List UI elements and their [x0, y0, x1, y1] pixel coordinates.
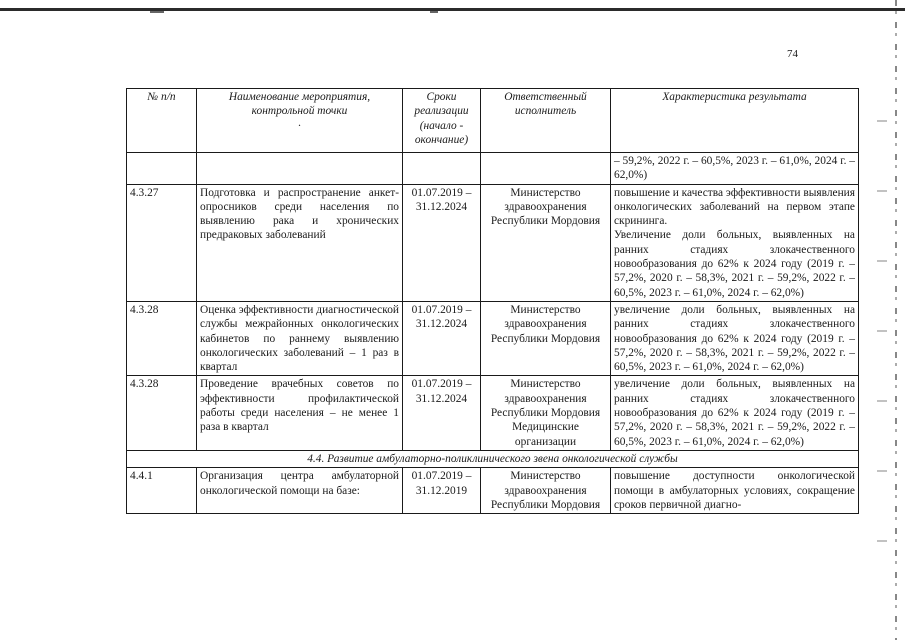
cell-empty [403, 153, 481, 185]
table-row [127, 468, 859, 514]
cell-empty [197, 153, 403, 185]
scan-right-border [895, 0, 897, 640]
header-responsible: Ответственный исполнитель [481, 89, 611, 153]
cell-dates: 01.07.2019 – 31.12.2024 [403, 184, 481, 301]
cell-empty [481, 153, 611, 185]
scan-top-border [0, 8, 905, 11]
table-row [127, 184, 859, 301]
cell-num: 4.3.27 [127, 184, 197, 301]
header-name-mark: · [297, 119, 302, 132]
cell-dates: 01.07.2019 – 31.12.2019 [403, 468, 481, 514]
cell-result [611, 184, 859, 301]
table-row [127, 376, 859, 450]
cell-name: Проведение врачебных советов по эффективности профилактической работы среди населения – не менее 1 раза в квартал [197, 376, 403, 450]
header-name-text: Наименование мероприятия, контрольной точки [228, 91, 371, 118]
cell-num: 4.3.28 [127, 376, 197, 450]
cell-dates: 01.07.2019 – 31.12.2024 [403, 301, 481, 375]
scan-right-noise [877, 90, 887, 610]
cell-name: Оценка эффективности диагностической службы межрайонных онкологических кабинетов по раннему выявлению онкологических заболеваний – 1 раз в квартал [197, 301, 403, 375]
cell-result: увеличение доли больных, выявленных на ранних стадиях злокачественного новообразования до 62% к 2024 году (2019 г. – 57,2%, 2020 г. – 58,3%, 2021 г. – 59,2%, 2022 г. – 60,5%, 2023 г. – 61,0%, 2024 г. – 62,0%) [611, 376, 859, 450]
header-name [197, 89, 403, 153]
header-num: № п/п [127, 89, 197, 153]
table-header-row [127, 89, 859, 153]
cell-dates: 01.07.2019 – 31.12.2024 [403, 376, 481, 450]
scan-speck [150, 11, 164, 13]
cell-responsible: Министерство здравоохранения Республики Мордовия [481, 301, 611, 375]
scan-speck [430, 11, 438, 13]
cell-result-part: Увеличение доли больных, выявленных на ранних стадиях злокачественного новообразования до 62% к 2024 году (2019 г. – 57,2%, 2020 г. – 58,3%, 2021 г. – 59,2%, 2022 г. – 60,5%, 2023 г. – 61,0%, 2024 г. – 62,0%) [614, 229, 855, 299]
cell-result: увеличение доли больных, выявленных на ранних стадиях злокачественного новообразования до 62% к 2024 году (2019 г. – 57,2%, 2020 г. – 58,3%, 2021 г. – 59,2%, 2022 г. – 60,5%, 2023 г. – 61,0%, 2024 г. – 62,0%) [611, 301, 859, 375]
table-row [127, 301, 859, 375]
section-title: 4.4. Развитие амбулаторно-поликлинического звена онкологической службы [127, 450, 859, 467]
cell-result: – 59,2%, 2022 г. – 60,5%, 2023 г. – 61,0%, 2024 г. – 62,0%) [611, 153, 859, 185]
measures-table [126, 88, 859, 514]
cell-num: 4.3.28 [127, 301, 197, 375]
header-dates: Сроки реализации (начало - окончание) [403, 89, 481, 153]
cell-responsible: Министерство здравоохранения Республики Мордовия Медицинские организации [481, 376, 611, 450]
cell-responsible: Министерство здравоохранения Республики Мордовия [481, 184, 611, 301]
cell-responsible: Министерство здравоохранения Республики Мордовия [481, 468, 611, 514]
page-number: 74 [787, 48, 798, 60]
section-row [127, 450, 859, 467]
cell-name: Подготовка и распространение анкет-опросников среди населения по выявлению рака и хронических предраковых заболеваний [197, 184, 403, 301]
cell-result: повышение доступности онкологической помощи в амбулаторных условиях, сокращение сроков первичной диагно- [611, 468, 859, 514]
cell-empty [127, 153, 197, 185]
cell-name: Организация центра амбулаторной онкологической помощи на базе: [197, 468, 403, 514]
cell-num: 4.4.1 [127, 468, 197, 514]
cell-result-part: повышение и качества эффективности выявления онкологических заболеваний на первом этапе скрининга. [614, 186, 856, 228]
header-result: Характеристика результата [611, 89, 859, 153]
continuation-row [127, 153, 859, 185]
